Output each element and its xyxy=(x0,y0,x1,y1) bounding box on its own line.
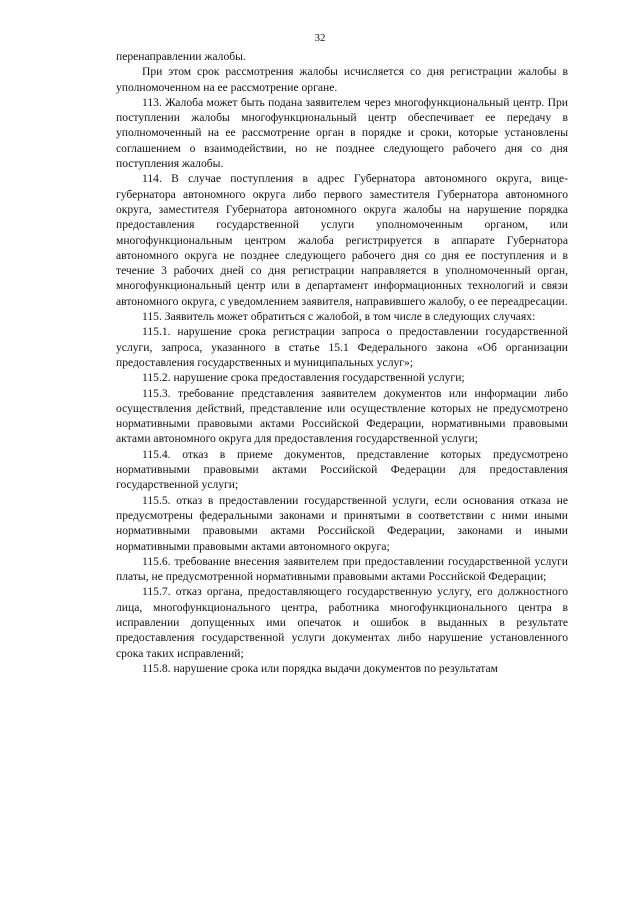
paragraph-p115-7: 115.7. отказ органа, предоставляющего государственную услугу, его должностного лица, многофункционального центра, работника многофункционального центра в исправлении допущенных ими опечаток и ошибок в выданных в результате предоставления государственной услуги документах либо нарушение установленного срока таких исправлений; xyxy=(116,585,568,660)
paragraph-p1: При этом срок рассмотрения жалобы исчисляется со дня регистрации жалобы в уполномоченном на ее рассмотрение органе. xyxy=(116,65,568,94)
paragraph-p115-2: 115.2. нарушение срока предоставления государственной услуги; xyxy=(142,371,465,385)
paragraph-p115-4: 115.4. отказ в приеме документов, представление которых предусмотрено нормативными правовыми актами Российской Федерации для предоставления государственной услуги; xyxy=(116,447,568,492)
paragraph-p113: 113. Жалоба может быть подана заявителем через многофункциональный центр. При поступлении жалобы многофункциональный центр обеспечивает ее передачу в уполномоченный на ее рассмотрение орган в порядке и сроки, которые установлены соглашением о взаимодействии, но не позднее следующего рабочего дня со дня поступления жалобы. xyxy=(116,95,568,171)
paragraph-p115-5: 115.5. отказ в предоставлении государственной услуги, если основания отказа не предусмотрены федеральными законами и принятыми в соответствии с ними иными нормативными правовыми актами Российской Федерации, законами и иными нормативными правовыми актами автономного округа; xyxy=(116,493,568,553)
paragraph-p0: перенаправлении жалобы. xyxy=(116,50,246,63)
paragraph-p115-8: 115.8. нарушение срока или порядка выдачи документов по результатам xyxy=(142,661,498,675)
paragraph-p115-1: 115.1. нарушение срока регистрации запроса о предоставлении государственной услуги, запроса, указанного в статье 15.1 Федерального закона «Об организации предоставления государственных и муниципальных услуг»; xyxy=(116,325,568,369)
paragraph-p115-3: 115.3. требование представления заявителем документов или информации либо осуществления действий, представление или осуществление которых не предусмотрено нормативными правовыми актами Российской Федерации, нормативными правовыми актами автономного округа для предоставления государственной услуги; xyxy=(116,386,568,446)
paragraph-p115: 115. Заявитель может обратиться с жалобой, в том числе в следующих случаях: xyxy=(142,310,536,324)
paragraph-p115-6: 115.6. требование внесения заявителем при предоставлении государственной услуги платы, не предусмотренной нормативными правовыми актами Российской Федерации; xyxy=(116,554,568,584)
page-number: 32 xyxy=(314,32,326,44)
paragraph-p114: 114. В случае поступления в адрес Губернатора автономного округа, вице-губернатора автономного округа либо первого заместителя Губернатора автономного округа, заместителя Губернатора автономного округа жалобы на нарушение порядка предоставления государственной услуги уполномоченным органом, или многофункциональным центром жалоба регистрируется в аппарате Губернатора автономного округа не позднее следующего рабочего дня со дня ее поступления и в течение 3 рабочих дней со дня регистрации направляется в уполномоченный орган, многофункциональный центр или в департамент информационных технологий и связи автономного округа, с уведомлением заявителя, направившего жалобу, о ее переадресации. xyxy=(116,172,568,308)
document-body xyxy=(116,49,568,676)
